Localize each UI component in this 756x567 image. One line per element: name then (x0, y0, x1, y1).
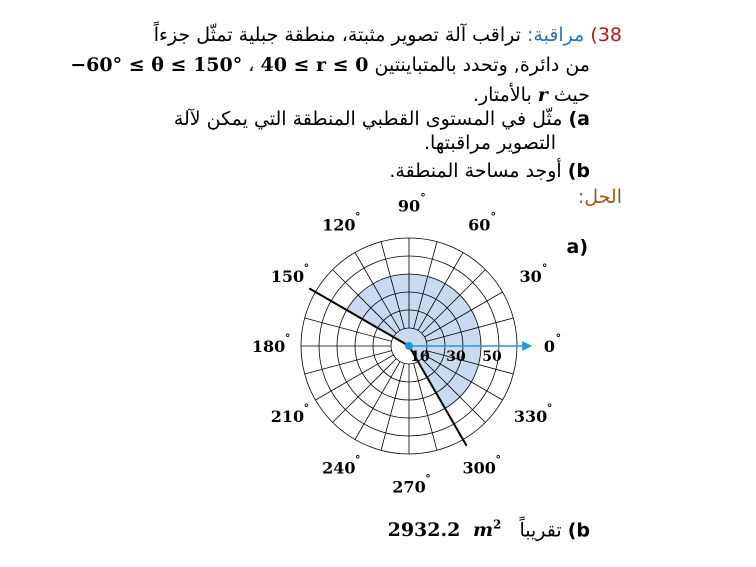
angle-label: 30 (519, 266, 542, 286)
problem-topic: مراقبة: (527, 24, 585, 46)
problem-line-2-text: من دائرة, وتحدد بالمتباينتين (374, 54, 590, 76)
degree-symbol: ° (355, 210, 361, 224)
degree-symbol: ° (555, 332, 562, 345)
angle-label: 120 (322, 215, 356, 235)
angle-label: 180 (251, 337, 286, 356)
degree-symbol: ° (495, 453, 501, 467)
radial-label: 10 (410, 349, 430, 365)
angle-label: 60 (468, 215, 491, 235)
inequality-theta: −60° ≤ θ ≤ 150° (70, 54, 243, 76)
problem-number: 38) (590, 24, 622, 46)
solution-part-a-label: (a (566, 236, 588, 258)
line-3-prefix: حيث (553, 84, 590, 106)
degree-symbol: ° (284, 332, 291, 345)
solution-part-b-label: b) (567, 519, 590, 542)
grid-spoke (381, 363, 404, 450)
degree-symbol: ° (546, 402, 553, 416)
answer-exponent: 2 (493, 518, 502, 532)
radial-label: 50 (482, 349, 502, 365)
angle-label: 150 (270, 266, 305, 286)
part-b-text: أوجد مساحة المنطقة. (389, 160, 562, 182)
problem-line-1-text: تراقب آلة تصوير مثبتة، منطقة جبلية تمثّل جزءاً (153, 24, 521, 46)
radial-label: 30 (446, 349, 466, 365)
answer-unit: m (472, 519, 494, 542)
solution-part-b-text: تقريباً (519, 519, 562, 542)
solution-heading: الحل: (577, 186, 622, 208)
solution-part-b-line (388, 518, 590, 541)
degree-symbol: ° (420, 191, 426, 205)
angle-label: 330 (513, 407, 548, 427)
angle-label: 270 (392, 477, 426, 497)
answer-expression (388, 519, 502, 541)
angle-label: 0 (543, 337, 555, 356)
angle-label: 300 (462, 458, 496, 478)
part-a-label: a) (568, 108, 590, 130)
angle-label: 240 (322, 458, 356, 478)
grid-spoke (305, 351, 392, 374)
degree-symbol: ° (490, 210, 496, 224)
degree-symbol: ° (303, 402, 310, 416)
angle-label: 210 (270, 407, 305, 427)
degree-symbol: ° (425, 472, 431, 486)
line-3-suffix: بالأمتار. (472, 84, 532, 106)
line-3-var: r (537, 84, 548, 106)
degree-symbol: ° (541, 261, 548, 275)
part-a-text-2: التصوير مراقبتها. (424, 132, 556, 154)
inequality-r: 40 ≤ r ≤ 0 (260, 54, 369, 76)
grid-spoke (333, 359, 397, 423)
polar-axis-arrowhead (522, 341, 532, 351)
inequality-separator: ، (248, 54, 255, 76)
angle-label: 90 (397, 196, 421, 216)
part-a-text-1: مثّل في المستوى القطبي المنطقة التي يمكن لآلة (173, 108, 563, 130)
answer-value: 2932.2 (387, 519, 461, 542)
degree-symbol: ° (303, 261, 310, 275)
part-b-label: b) (567, 160, 590, 182)
degree-symbol: ° (355, 453, 361, 467)
